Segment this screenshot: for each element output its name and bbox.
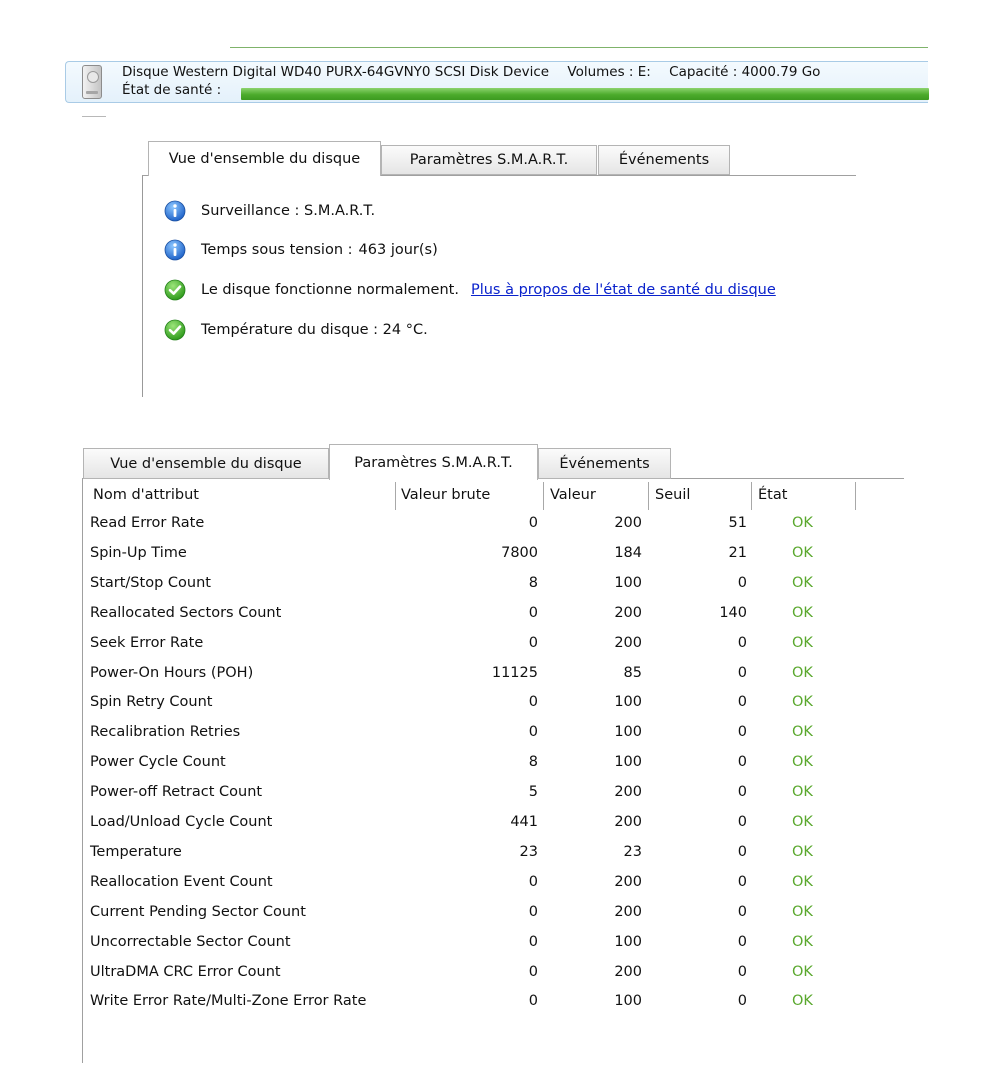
threshold-cell: 0	[737, 724, 747, 741]
value-cell: 200	[614, 963, 642, 980]
table-row[interactable]	[90, 929, 830, 959]
state-cell: OK	[792, 544, 813, 561]
info-icon	[164, 239, 186, 261]
state-cell: OK	[792, 574, 813, 591]
attribute-name-cell: Reallocation Event Count	[90, 873, 273, 890]
raw-value-cell: 441	[510, 814, 538, 830]
tab-smart-label-2: Paramètres S.M.A.R.T.	[354, 454, 513, 471]
tab-events[interactable]	[598, 145, 730, 175]
tab-overview-label: Vue d'ensemble du disque	[168, 151, 361, 167]
threshold-cell: 21	[728, 544, 747, 561]
value-cell: 100	[614, 933, 642, 950]
info-icon	[164, 200, 186, 222]
value-cell: 100	[614, 694, 642, 711]
attribute-name-cell: Read Error Rate	[90, 515, 205, 531]
table-row[interactable]	[90, 988, 830, 1018]
value-cell: 23	[623, 843, 642, 860]
attribute-name-cell: Uncorrectable Sector Count	[90, 933, 291, 950]
attribute-name-cell: Start/Stop Count	[90, 574, 211, 591]
health-bar	[241, 88, 929, 100]
table-row[interactable]	[90, 809, 830, 839]
table-row[interactable]	[90, 630, 830, 660]
value-cell: 100	[614, 724, 642, 741]
raw-value-cell: 23	[519, 843, 538, 860]
attribute-name-cell: Spin Retry Count	[90, 694, 213, 711]
table-row[interactable]	[90, 719, 830, 749]
disk-volumes: Volumes : E:	[567, 64, 651, 80]
state-cell: OK	[792, 993, 813, 1010]
table-row[interactable]	[90, 689, 830, 719]
overview-item	[164, 237, 438, 263]
overview-item	[164, 198, 381, 224]
state-cell: OK	[792, 843, 813, 860]
threshold-cell: 0	[737, 873, 747, 890]
table-row[interactable]	[90, 899, 830, 929]
attribute-name-cell: Write Error Rate/Multi-Zone Error Rate	[90, 993, 367, 1010]
attribute-name-cell: Power-On Hours (POH)	[90, 664, 254, 681]
disk-name: Disque Western Digital WD40 PURX-64GVNY0 SCSI Disk Device	[122, 64, 550, 80]
table-row[interactable]	[90, 510, 830, 540]
col-header-value-label: Valeur	[550, 487, 596, 503]
raw-value-cell: 0	[528, 903, 538, 920]
col-header-state-label: État	[758, 487, 788, 503]
col-header-threshold-label: Seuil	[655, 487, 691, 503]
threshold-cell: 0	[737, 963, 747, 980]
value-cell: 100	[614, 993, 642, 1010]
health-label: État de santé :	[122, 82, 222, 98]
col-separator[interactable]	[543, 482, 544, 510]
disk-info-line	[122, 64, 834, 80]
overview-item	[164, 317, 434, 343]
tab-events-2[interactable]	[538, 448, 671, 479]
raw-value-cell: 0	[528, 963, 538, 980]
attribute-name-cell: Recalibration Retries	[90, 724, 241, 741]
table-row[interactable]	[90, 749, 830, 779]
col-separator[interactable]	[855, 482, 856, 510]
threshold-cell: 0	[737, 993, 747, 1010]
overview-item-label: Le disque fonctionne normalement.	[201, 282, 459, 298]
header-underline	[82, 116, 106, 117]
threshold-cell: 0	[737, 903, 747, 920]
raw-value-cell: 0	[528, 694, 538, 711]
attribute-name-cell: Load/Unload Cycle Count	[90, 814, 273, 830]
table-row[interactable]	[90, 540, 830, 570]
tab-events-label-2: Événements	[559, 455, 650, 472]
threshold-cell: 0	[737, 694, 747, 711]
raw-value-cell: 0	[528, 724, 538, 741]
overview-item-label: Temps sous tension :	[201, 242, 353, 258]
raw-value-cell: 0	[528, 933, 538, 950]
overview-item	[164, 277, 776, 303]
col-separator[interactable]	[751, 482, 752, 510]
tab-overview-label-2: Vue d'ensemble du disque	[110, 455, 302, 472]
attribute-name-cell: Reallocated Sectors Count	[90, 604, 282, 621]
value-cell: 100	[614, 754, 642, 771]
threshold-cell: 0	[737, 574, 747, 591]
table-row[interactable]	[90, 959, 830, 989]
state-cell: OK	[792, 814, 813, 830]
value-cell: 200	[614, 515, 642, 531]
threshold-cell: 0	[737, 664, 747, 681]
table-row[interactable]	[90, 570, 830, 600]
state-cell: OK	[792, 724, 813, 741]
raw-value-cell: 0	[528, 634, 538, 651]
col-separator[interactable]	[648, 482, 649, 510]
threshold-cell: 0	[737, 634, 747, 651]
threshold-cell: 51	[728, 515, 747, 531]
col-header-name-label: Nom d'attribut	[93, 487, 199, 503]
threshold-cell: 0	[737, 843, 747, 860]
value-cell: 200	[614, 873, 642, 890]
threshold-cell: 140	[719, 604, 747, 621]
tab-smart[interactable]	[381, 145, 597, 175]
check-icon	[164, 279, 186, 301]
state-cell: OK	[792, 963, 813, 980]
table-row[interactable]	[90, 779, 830, 809]
col-header-value[interactable]	[550, 481, 596, 509]
state-cell: OK	[792, 634, 813, 651]
raw-value-cell: 8	[528, 574, 538, 591]
table-row[interactable]	[90, 660, 830, 690]
tab-overview[interactable]	[148, 141, 381, 176]
attribute-name-cell: Power Cycle Count	[90, 754, 226, 771]
attribute-name-cell: Seek Error Rate	[90, 634, 204, 651]
raw-value-cell: 7800	[501, 544, 538, 561]
raw-value-cell: 0	[528, 515, 538, 531]
col-header-raw[interactable]	[401, 481, 490, 509]
state-cell: OK	[792, 515, 813, 531]
hard-drive-icon	[82, 65, 102, 99]
col-header-raw-label: Valeur brute	[401, 487, 491, 503]
disk-capacity: Capacité : 4000.79 Go	[669, 64, 821, 80]
value-cell: 200	[614, 634, 642, 651]
raw-value-cell: 0	[528, 604, 538, 621]
raw-value-cell: 5	[528, 784, 538, 801]
attribute-name-cell: Power-off Retract Count	[90, 784, 263, 801]
attribute-name-cell: Temperature	[90, 843, 182, 860]
value-cell: 100	[614, 574, 642, 591]
state-cell: OK	[792, 694, 813, 711]
state-cell: OK	[792, 784, 813, 801]
overview-item-value: 463 jour(s)	[358, 242, 438, 258]
tab-smart-2[interactable]	[329, 444, 538, 480]
table-row[interactable]	[90, 869, 830, 899]
health-info-link[interactable]: Plus à propos de l'état de santé du disque	[470, 282, 776, 298]
threshold-cell: 0	[737, 814, 747, 830]
value-cell: 200	[614, 784, 642, 801]
threshold-cell: 0	[737, 784, 747, 801]
col-separator[interactable]	[395, 482, 396, 510]
disk-header[interactable]	[65, 61, 928, 103]
attribute-name-cell: UltraDMA CRC Error Count	[90, 963, 281, 980]
attribute-name-cell: Spin-Up Time	[90, 544, 187, 561]
state-cell: OK	[792, 664, 813, 681]
tab-overview-2[interactable]	[83, 448, 329, 479]
value-cell: 200	[614, 903, 642, 920]
col-header-name[interactable]	[93, 481, 199, 509]
value-cell: 184	[614, 544, 642, 561]
table-row[interactable]	[90, 839, 830, 869]
value-cell: 200	[614, 814, 642, 830]
col-header-threshold[interactable]	[655, 481, 690, 509]
attribute-name-cell: Current Pending Sector Count	[90, 903, 306, 920]
check-icon	[164, 319, 186, 341]
raw-value-cell: 11125	[491, 664, 538, 681]
tab-events-label: Événements	[618, 152, 710, 168]
value-cell: 85	[623, 664, 642, 681]
overview-item-label: Température du disque : 24 °C.	[201, 322, 428, 338]
threshold-cell: 0	[737, 754, 747, 771]
state-cell: OK	[792, 754, 813, 771]
raw-value-cell: 0	[528, 873, 538, 890]
value-cell: 200	[614, 604, 642, 621]
state-cell: OK	[792, 604, 813, 621]
state-cell: OK	[792, 903, 813, 920]
state-cell: OK	[792, 933, 813, 950]
overview-item-label: Surveillance : S.M.A.R.T.	[201, 203, 376, 219]
threshold-cell: 0	[737, 933, 747, 950]
col-header-state[interactable]	[758, 481, 787, 509]
raw-value-cell: 0	[528, 993, 538, 1010]
tab-smart-label: Paramètres S.M.A.R.T.	[409, 152, 569, 168]
table-row[interactable]	[90, 600, 830, 630]
state-cell: OK	[792, 873, 813, 890]
raw-value-cell: 8	[528, 754, 538, 771]
top-divider	[230, 47, 928, 48]
